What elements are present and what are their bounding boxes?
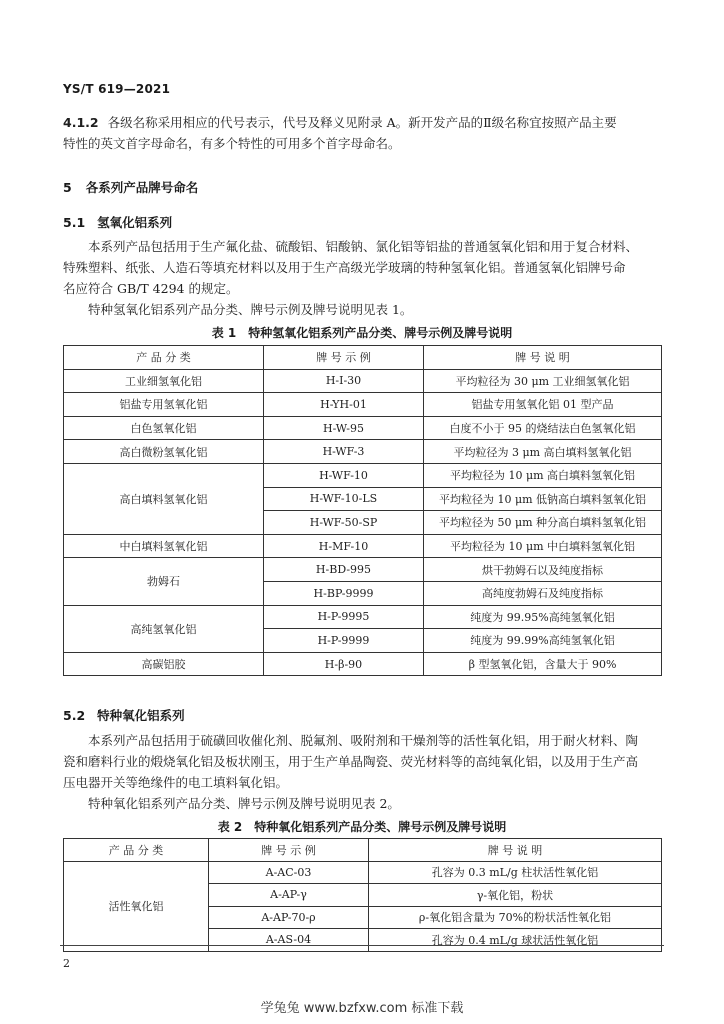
page-bottom-rule — [60, 945, 664, 946]
description-cell: 平均粒径为 10 μm 高白填料氢氧化铝 — [424, 463, 662, 487]
table-row — [64, 652, 662, 676]
grade-cell: H-W-95 — [264, 416, 424, 440]
grade-cell: H-YH-01 — [264, 393, 424, 417]
column-header: 牌 号 示 例 — [209, 839, 369, 862]
section-title: 各系列产品牌号命名 — [85, 180, 199, 195]
description-cell: 纯度为 99.95%高纯氢氧化铝 — [424, 605, 662, 629]
paragraph-line: 本系列产品包括用于硫磺回收催化剂、脱氟剂、吸附剂和干燥剂等的活性氧化铝，用于耐火材料、陶 — [88, 733, 639, 748]
description-cell: 平均粒径为 3 μm 高白填料氢氧化铝 — [424, 440, 662, 464]
column-header: 牌 号 说 明 — [424, 346, 662, 370]
section-number: 5.1 — [63, 215, 86, 230]
category-cell: 高白微粉氢氧化铝 — [64, 440, 264, 464]
category-cell: 活性氧化铝 — [64, 861, 209, 951]
description-cell: 平均粒径为 10 μm 低钠高白填料氢氧化铝 — [424, 487, 662, 511]
section-5-2-paragraph — [63, 730, 673, 814]
paragraph-line: 瓷和磨料行业的煅烧氧化铝及板状刚玉，用于生产单晶陶瓷、荧光材料等的高纯氧化铝，以及用于生产高 — [63, 754, 639, 769]
paragraph-line: 特种氧化铝系列产品分类、牌号示例及牌号说明见表 2。 — [88, 796, 400, 811]
table-row — [64, 534, 662, 558]
section-5-1-heading — [63, 213, 172, 231]
table-row — [64, 463, 662, 487]
category-cell: 工业细氢氧化铝 — [64, 369, 264, 393]
table-2-caption: 表 2 特种氧化铝系列产品分类、牌号示例及牌号说明 — [217, 820, 507, 834]
grade-cell: A-AP-γ — [209, 884, 369, 907]
category-cell: 高碳铝胶 — [64, 652, 264, 676]
column-header: 产 品 分 类 — [64, 839, 209, 862]
grade-cell: H-BD-995 — [264, 558, 424, 582]
paragraph-line: 特殊塑料、纸张、人造石等填充材料以及用于生产高级光学玻璃的特种氢氧化铝。普通氢氧化铝牌号命 — [63, 260, 626, 275]
grade-cell: A-AS-04 — [209, 929, 369, 952]
column-header: 产 品 分 类 — [64, 346, 264, 370]
section-title: 氢氧化铝系列 — [97, 215, 173, 230]
table-1 — [63, 345, 662, 676]
category-cell: 高纯氢氧化铝 — [64, 605, 264, 652]
table-row — [64, 393, 662, 417]
description-cell: 铝盐专用氢氧化铝 01 型产品 — [424, 393, 662, 417]
category-cell: 高白填料氢氧化铝 — [64, 463, 264, 534]
paragraph-line: 压电器开关等绝缘件的电工填料氧化铝。 — [63, 775, 289, 790]
grade-cell: H-MF-10 — [264, 534, 424, 558]
clause-number: 4.1.2 — [63, 115, 99, 130]
paragraph-line: 名应符合 GB/T 4294 的规定。 — [63, 281, 239, 296]
section-5-2-heading — [63, 706, 185, 724]
clause-4-1-2 — [63, 112, 663, 154]
table-2 — [63, 838, 662, 952]
category-cell: 铝盐专用氢氧化铝 — [64, 393, 264, 417]
description-cell: 平均粒径为 30 μm 工业细氢氧化铝 — [424, 369, 662, 393]
category-cell: 勃姆石 — [64, 558, 264, 605]
description-cell: 孔容为 0.3 mL/g 柱状活性氧化铝 — [369, 861, 662, 884]
section-title: 特种氧化铝系列 — [97, 708, 185, 723]
description-cell: 孔容为 0.4 mL/g 球状活性氧化铝 — [369, 929, 662, 952]
category-cell: 中白填料氢氧化铝 — [64, 534, 264, 558]
paragraph-line: 特种氢氧化铝系列产品分类、牌号示例及牌号说明见表 1。 — [88, 302, 413, 317]
table-row — [64, 558, 662, 582]
description-cell: β 型氢氧化铝，含量大于 90% — [424, 652, 662, 676]
watermark-footer: 学兔兔 www.bzfxw.com 标准下载 — [260, 1001, 464, 1016]
grade-cell: A-AC-03 — [209, 861, 369, 884]
grade-cell: H-WF-10 — [264, 463, 424, 487]
description-cell: 高纯度勃姆石及纯度指标 — [424, 581, 662, 605]
description-cell: γ-氧化铝，粉状 — [369, 884, 662, 907]
description-cell: 白度不小于 95 的烧结法白色氢氧化铝 — [424, 416, 662, 440]
grade-cell: H-BP-9999 — [264, 581, 424, 605]
clause-text-line: 特性的英文首字母命名，有多个特性的可用多个首字母命名。 — [63, 136, 401, 151]
table-row — [64, 605, 662, 629]
grade-cell: H-β-90 — [264, 652, 424, 676]
table-row — [64, 416, 662, 440]
grade-cell: H-P-9999 — [264, 629, 424, 653]
section-5-heading — [63, 178, 198, 196]
column-header: 牌 号 说 明 — [369, 839, 662, 862]
grade-cell: H-WF-50-SP — [264, 511, 424, 535]
description-cell: 平均粒径为 10 μm 中白填料氢氧化铝 — [424, 534, 662, 558]
category-cell: 白色氢氧化铝 — [64, 416, 264, 440]
grade-cell: A-AP-70-ρ — [209, 906, 369, 929]
table-row — [64, 369, 662, 393]
description-cell: ρ-氧化铝含量为 70%的粉状活性氧化铝 — [369, 906, 662, 929]
table-row — [64, 861, 662, 884]
description-cell: 平均粒径为 50 μm 种分高白填料氢氧化铝 — [424, 511, 662, 535]
paragraph-line: 本系列产品包括用于生产氟化盐、硫酸铝、铝酸钠、氯化铝等铝盐的普通氢氧化铝和用于复合材料、 — [88, 239, 639, 254]
description-cell: 烘干勃姆石以及纯度指标 — [424, 558, 662, 582]
clause-text-line: 各级名称采用相应的代号表示，代号及释义见附录 A。新开发产品的Ⅱ级名称宜按照产品主要 — [107, 115, 617, 130]
description-cell: 纯度为 99.99%高纯氢氧化铝 — [424, 629, 662, 653]
section-number: 5.2 — [63, 708, 86, 723]
grade-cell: H-WF-3 — [264, 440, 424, 464]
section-5-1-paragraph — [63, 236, 673, 320]
grade-cell: H-WF-10-LS — [264, 487, 424, 511]
table-1-caption: 表 1 特种氢氧化铝系列产品分类、牌号示例及牌号说明 — [211, 326, 513, 340]
table-header-row — [64, 346, 662, 370]
page-number: 2 — [63, 957, 70, 970]
document-code-header: YS/T 619—2021 — [63, 82, 171, 96]
column-header: 牌 号 示 例 — [264, 346, 424, 370]
grade-cell: H-I-30 — [264, 369, 424, 393]
grade-cell: H-P-9995 — [264, 605, 424, 629]
table-header-row — [64, 839, 662, 862]
table-row — [64, 440, 662, 464]
section-number: 5 — [63, 180, 72, 195]
